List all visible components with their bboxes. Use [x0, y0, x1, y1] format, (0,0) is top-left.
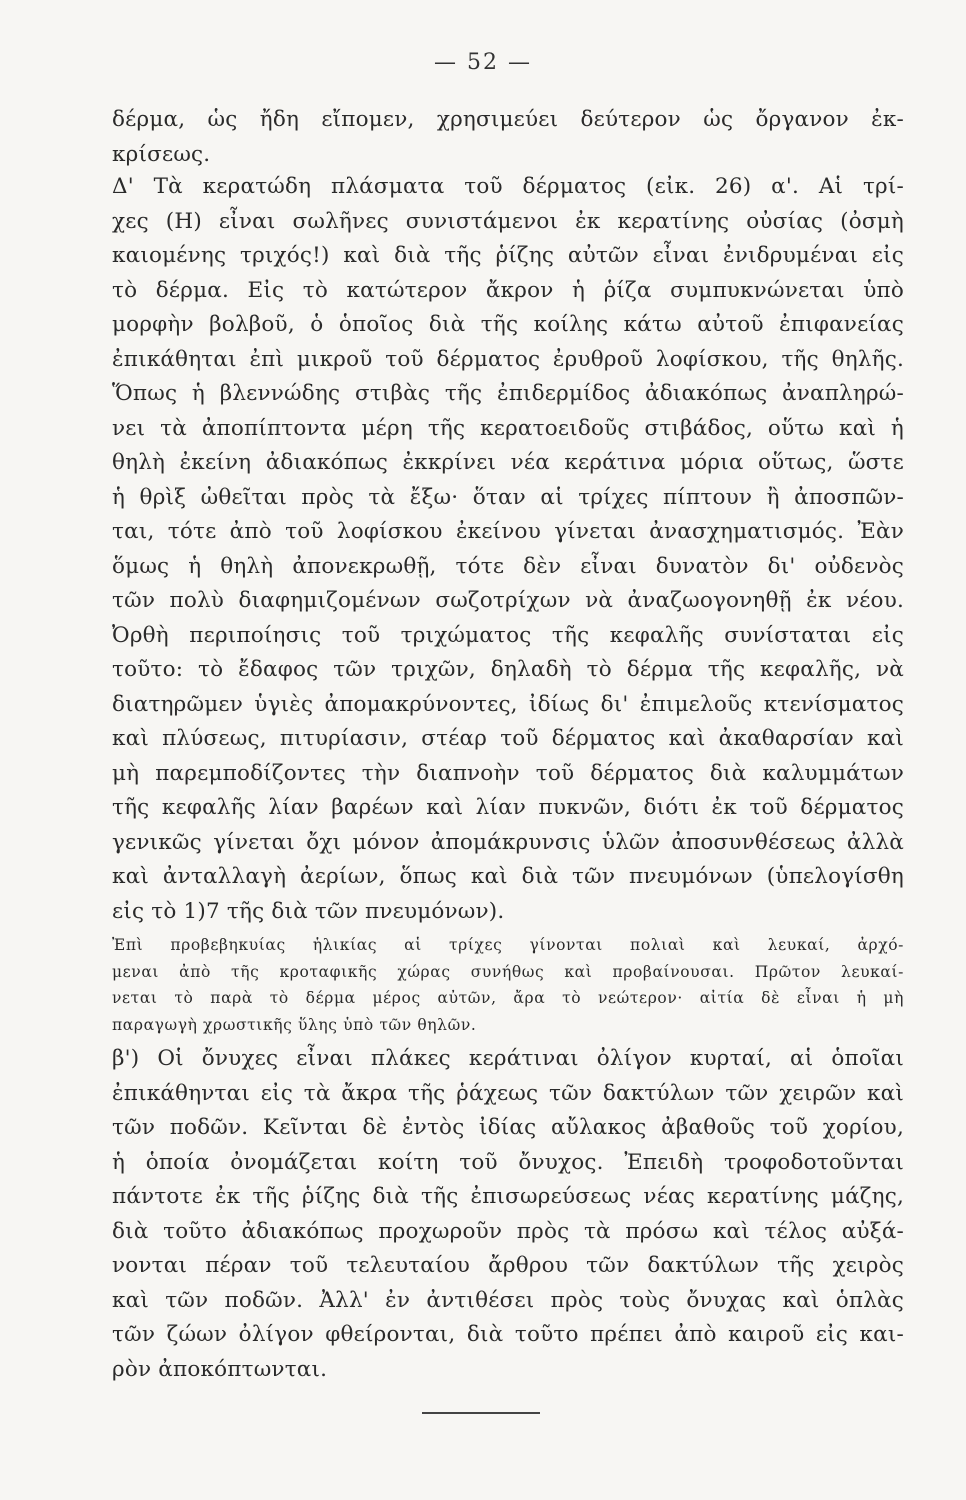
page-number: — 52 — [434, 50, 532, 75]
text-line: Ὅπως ἡ βλεννώδης στιβὰς τῆς ἐπιδερμίδος ἀδιακόπως ἀναπληρώ- [112, 381, 904, 406]
text-line: νει τὰ ἀποπίπτοντα μέρη τῆς κερατοειδοῦς στιβάδος, οὕτω καὶ ἡ [112, 415, 904, 441]
text-line: θηλὴ ἐκείνη ἀδιακόπως ἐκκρίνει νέα κεράτινα μόρια οὕτως, ὥστε [112, 450, 904, 475]
text-line: καὶ πλύσεως, πιτυρίασιν, στέαρ τοῦ δέρματος καὶ ἀκαθαρσίαν καὶ [112, 726, 904, 751]
text-line: γενικῶς γίνεται ὄχι μόνον ἀπομάκρυνσις ὑλῶν ἀποσυνθέσεως ἀλλὰ [112, 829, 904, 855]
text-line: τοῦτο: τὸ ἔδαφος τῶν τριχῶν, δηλαδὴ τὸ δέρμα τῆς κεφαλῆς, νὰ [112, 657, 904, 682]
text-line: κρίσεως. [112, 141, 211, 167]
text-line: διατηρῶμεν ὑγιὲς ἀπομακρύνοντες, ἰδίως δι' ἐπιμελοῦς κτενίσματος [112, 691, 904, 717]
text-line: ἐπικάθηνται εἰς τὰ ἄκρα τῆς ῥάχεως τῶν δακτύλων τῶν χειρῶν καὶ [112, 1080, 904, 1106]
text-line: τῶν ποδῶν. Κεῖνται δὲ ἐντὸς ἰδίας αὔλακος ἀβαθοῦς τοῦ χορίου, [112, 1115, 904, 1140]
text-line: χες (Η) εἶναι σωλῆνες συνιστάμενοι ἐκ κερατίνης οὐσίας (ὀσμὴ [112, 208, 904, 234]
note-line: Ἐπὶ προβεβηκυίας ἡλικίας αἱ τρίχες γίνονται πολιαὶ καὶ λευκαί, ἀρχό- [112, 936, 904, 954]
text-line: ἡ ὁποία ὀνομάζεται κοίτη τοῦ ὄνυχος. Ἐπειδὴ τροφοδοτοῦνται [112, 1149, 904, 1175]
paragraph-2 [112, 170, 904, 929]
note-paragraph [112, 932, 904, 1038]
text-line: ρὸν ἀποκόπτωνται. [112, 1356, 328, 1382]
text-line: β') Οἱ ὄνυχες εἶναι πλάκες κεράτιναι ὀλίγον κυρταί, αἱ ὁποῖαι [112, 1046, 904, 1071]
note-line: μεναι ἀπὸ τῆς κροταφικῆς χώρας συνήθως καὶ προβαίνουσαι. Πρῶτον λευκαί- [112, 962, 904, 981]
note-line: παραγωγὴ χρωστικῆς ὕλης ὑπὸ τῶν θηλῶν. [112, 1015, 477, 1034]
text-line: εἰς τὸ 1)7 τῆς διὰ τῶν πνευμόνων). [112, 898, 505, 924]
text-line: νονται πέραν τοῦ τελευταίου ἄρθρου τῶν δακτύλων τῆς χειρὸς [112, 1253, 904, 1278]
text-line: καὶ τῶν ποδῶν. Ἀλλ' ἐν ἀντιθέσει πρὸς τοὺς ὄνυχας καὶ ὁπλὰς [112, 1287, 904, 1313]
paragraph-1 [112, 103, 904, 172]
paragraph-3 [112, 1042, 904, 1387]
text-line: διὰ τοῦτο ἀδιακόπως προχωροῦν πρὸς τὰ πρόσω καὶ τέλος αὐξά- [112, 1218, 904, 1244]
note-line: νεται τὸ παρὰ τὸ δέρμα μέρος αὐτῶν, ἄρα τὸ νεώτερον· αἰτία δὲ εἶναι ἡ μὴ [112, 989, 904, 1007]
text-line: τὸ δέρμα. Εἰς τὸ κατώτερον ἄκρον ἡ ῥίζα συμπυκνώνεται ὑπὸ [112, 277, 904, 303]
text-line: μὴ παρεμποδίζοντες τὴν διαπνοὴν τοῦ δέρματος διὰ καλυμμάτων [112, 760, 904, 786]
text-line: ται, τότε ἀπὸ τοῦ λοφίσκου ἐκείνου γίνεται ἀνασχηματισμός. Ἐὰν [112, 519, 904, 544]
text-line: τῶν πολὺ διαφημιζομένων σωζοτρίχων νὰ ἀναζωογονηθῇ ἐκ νέου. [112, 588, 904, 613]
text-line: Ὀρθὴ περιποίησις τοῦ τριχώματος τῆς κεφαλῆς συνίσταται εἰς [112, 622, 904, 648]
text-line: Δ' Τὰ κερατώδη πλάσματα τοῦ δέρματος (εἰκ. 26) α'. Αἱ τρί- [112, 174, 904, 199]
text-line: δέρμα, ὡς ἤδη εἴπομεν, χρησιμεύει δεύτερον ὡς ὄργανον ἐκ- [112, 107, 904, 132]
bottom-rule [422, 1412, 540, 1414]
text-line: τῶν ζώων ὀλίγον φθείρονται, διὰ τοῦτο πρέπει ἀπὸ καιροῦ εἰς και- [112, 1322, 904, 1347]
text-line: ἐπικάθηται ἐπὶ μικροῦ τοῦ δέρματος ἐρυθροῦ λοφίσκου, τῆς θηλῆς. [112, 346, 904, 372]
text-line: καιομένης τριχός!) καὶ διὰ τῆς ῥίζης αὐτῶν εἶναι ἐνιδρυμέναι εἰς [112, 243, 904, 268]
text-line: πάντοτε ἐκ τῆς ῥίζης διὰ τῆς ἐπισωρεύσεως νέας κερατίνης μάζης, [112, 1184, 904, 1209]
text-line: μορφὴν βολβοῦ, ὁ ὁποῖος διὰ τῆς κοίλης κάτω αὐτοῦ ἐπιφανείας [112, 312, 904, 337]
text-line: ὅμως ἡ θηλὴ ἀπονεκρωθῇ, τότε δὲν εἶναι δυνατὸν δι' οὐδενὸς [112, 553, 904, 579]
text-line: ἡ θρὶξ ὠθεῖται πρὸς τὰ ἔξω· ὅταν αἱ τρίχες πίπτουν ἢ ἀποσπῶν- [112, 484, 904, 510]
text-line: καὶ ἀνταλλαγὴ ἀερίων, ὅπως καὶ διὰ τῶν πνευμόνων (ὑπελογίσθη [112, 864, 904, 889]
text-line: τῆς κεφαλῆς λίαν βαρέων καὶ λίαν πυκνῶν, διότι ἐκ τοῦ δέρματος [112, 795, 904, 820]
